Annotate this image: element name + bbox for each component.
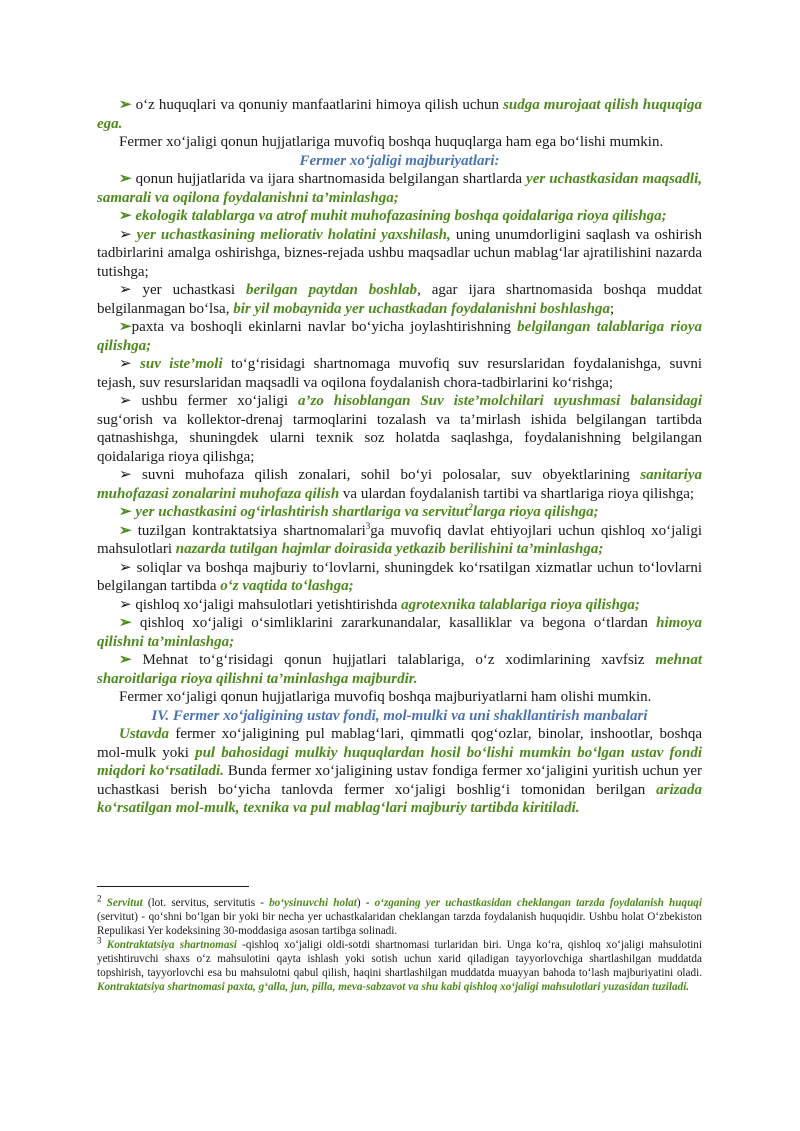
footnotes [97, 886, 702, 994]
list-item: ➢ qonun hujjatlarida va ijara shartnomasida belgilangan shartlarda yer uchastkasidan maqsadli, samarali va oqilona foydalanishni ta’minlashga; [97, 171, 703, 206]
bullet-arrow-icon: ➢ [119, 171, 132, 187]
document-body [97, 96, 702, 818]
footnote-divider [97, 886, 249, 887]
list-item: ➢paxta va boshoqli ekinlarni navlar bo‘yicha joylashtirishning belgilangan talablariga rioya qilishga; [97, 319, 703, 354]
list-item: ➢ yer uchastkasining meliorativ holatini yaxshilash, uning unumdorligini saqlash va oshirish tadbirlarini amalga oshirishga, biznes-rejada ushbu maqsadlar uchun mablag‘lar ajratilishini nazarda tutishga; [97, 226, 702, 280]
section-heading-charter-fund: IV. Fermer xo‘jaligining ustav fondi, mol-mulki va uni shakllantirish manbalari [151, 707, 648, 724]
bullet-arrow-icon: ➢ [119, 97, 132, 113]
list-item: ➢ yer uchastkasini og‘irlashtirish shartlariga va servitut$^2$larga rioya qilishga; [119, 502, 599, 520]
list-item: ➢ Mehnat to‘g‘risidagi qonun hujjatlari talablariga, o‘z xodimlarining xavfsiz mehnat sharoitlariga rioya qilishni ta’minlashga majburdir. [97, 652, 703, 687]
bullet-arrow-icon: ➢ [119, 559, 132, 576]
bullet-arrow-icon: ➢ [119, 356, 132, 372]
footnote-ref[interactable]: 3 [365, 520, 371, 531]
bullet-arrow-icon: ➢ [119, 522, 132, 539]
bullet-arrow-icon: ➢ [119, 226, 132, 243]
bullet-arrow-icon: ➢ [119, 282, 132, 298]
list-item: ➢ qishloq xo‘jaligi mahsulotlari yetishtirishda agrotexnika talablariga rioya qilishga; [119, 596, 640, 613]
bullet-arrow-icon: ➢ [119, 208, 132, 224]
bullet-arrow-icon: ➢ [119, 596, 132, 613]
bullet-arrow-icon: ➢ [119, 652, 132, 668]
bullet-arrow-icon: ➢ [119, 393, 132, 409]
footnote-2: $^2$ Servitut (lot. servitus, servitutis - bo‘ysinuvchi holat) - o‘zganing yer uchastkasidan cheklangan tarzda foydalanish huquqi (servitut) - qo‘shni bo‘lgan bir yoki bir necha yer uchastkalaridan cheklangan tarzda foydalanish huquqidir. Ushbu holat O‘zbekiston Repulikasi Yer kodeksining 30-moddasiga asosan tartibga solinadi. [97, 893, 702, 937]
list-item: ➢ qishloq xo‘jaligi o‘simliklarini zararkunandalar, kasalliklar va begona o‘tlardan himoya qilishni ta’minlashga; [97, 615, 702, 650]
bullet-arrow-icon: ➢ [119, 319, 132, 335]
list-item: ➢ ekologik talablarga va atrof muhit muhofazasining boshqa qoidalariga rioya qilishga; [119, 208, 667, 224]
list-item: ➢ tuzilgan kontraktatsiya shartnomalari$^3$ga muvofiq davlat ehtiyojlari uchun qishloq xo‘jaligi mahsulotlari nazarda tutilgan hajmlar doirasida yetkazib berilishini ta’minlashga; [97, 520, 703, 557]
list-item: ➢ ushbu fermer xo‘jaligi a’zo hisoblangan Suv iste’molchilari uyushmasi balansidagi sug‘orish va kollektor-drenaj tarmoqlarini tozalash va ta’mirlash ishida belgilangan tartibda qatnashishga, shuningdek ularni texnik soz holatda saqlashga, foydalanishning belgilangan qoidalariga rioya qilishga; [97, 393, 702, 465]
list-item: ➢ yer uchastkasi berilgan paytdan boshlab, agar ijara shartnomasida boshqa muddat belgilanmagan bo‘lsa, bir yil mobaynida yer uchastkadan foydalanishni boshlashga; [97, 282, 703, 317]
list-item: ➢ suv iste’moli to‘g‘risidagi shartnomaga muvofiq suv resurslaridan foydalanishga, suvni tejash, suv resurslaridan maqsadli va oqilona foydalanish chora-tadbirlarini ko‘rishga; [97, 356, 702, 391]
bullet-arrow-icon: ➢ [119, 467, 132, 483]
section-heading-obligations: Fermer xo‘jaligi majburiyatlari: [299, 152, 500, 169]
bullet-arrow-icon: ➢ [119, 615, 132, 631]
paragraph-other-rights: Fermer xo‘jaligi qonun hujjatlariga muvofiq boshqa huquqlarga ham ega bo‘lishi mumkin. [119, 134, 664, 150]
paragraph-charter-fund: Ustavda fermer xo‘jaligining pul mablag‘lari, qimmatli qog‘ozlar, binolar, inshootlar, boshqa mol-mulk yoki pul bahosidagi mulkiy huquqlardan hosil bo‘lishi mumkin bo‘lgan ustav fondi miqdori ko‘rsatiladi. Bunda fermer xo‘jaligining ustav fondiga fermer xo‘jaligini yuritish uchun yer uchastkasi berish bo‘yicha tanlovda fermer xo‘jaligi boshlig‘i tomonidan berilgan arizada ko‘rsatilgan mol-mulk, texnika va pul mablag‘lari majburiy tartibda kiritiladi. [97, 726, 703, 816]
paragraph-other-obligations: Fermer xo‘jaligi qonun hujjatlariga muvofiq boshqa majburiyatlarni ham olishi mumkin. [119, 689, 652, 705]
bullet-arrow-icon: ➢ [119, 504, 132, 520]
footnote-3: $^3$ Kontraktatsiya shartnomasi -qishloq xo‘jaligi oldi-sotdi shartnomasi turlaridan biri. Unga ko‘ra, qishloq xo‘jaligi mahsulotini yetishtiruvchi shaxs o‘z mahsulotini qayta ishlash yoki sotish uchun xarid qiladigan tayyorlovchiga shartlashilgan muddatda topshirish, tayyorlovchi esa bu mahsulotni qabul qilish, haqini shartlashilgan muddatda muayyan bahoda to‘lash majburiyatini oladi. Kontraktatsiya shartnomasi paxta, g‘alla, jun, pilla, meva-sabzavot va shu kabi qishloq xo‘jaligi mahsulotlari yuzasidan tuziladi. [97, 935, 703, 993]
list-item: ➢ suvni muhofaza qilish zonalari, sohil bo‘yi polosalar, suv obyektlarining sanitariya muhofazasi zonalarini muhofaza qilish va ulardan foydalanish tartibi va shartlariga rioya qilishga; [97, 467, 703, 502]
footnote-ref[interactable]: 2 [468, 502, 473, 512]
paragraph-right-to-court: ➢ o‘z huquqlari va qonuniy manfaatlarini himoya qilish uchun sudga murojaat qilish huquqiga ega. [97, 97, 702, 132]
list-item: ➢ soliqlar va boshqa majburiy to‘lovlarni, shuningdek ko‘rsatilgan xizmatlar uchun to‘lovlarni belgilangan tartibda o‘z vaqtida to‘lashga; [97, 559, 702, 594]
